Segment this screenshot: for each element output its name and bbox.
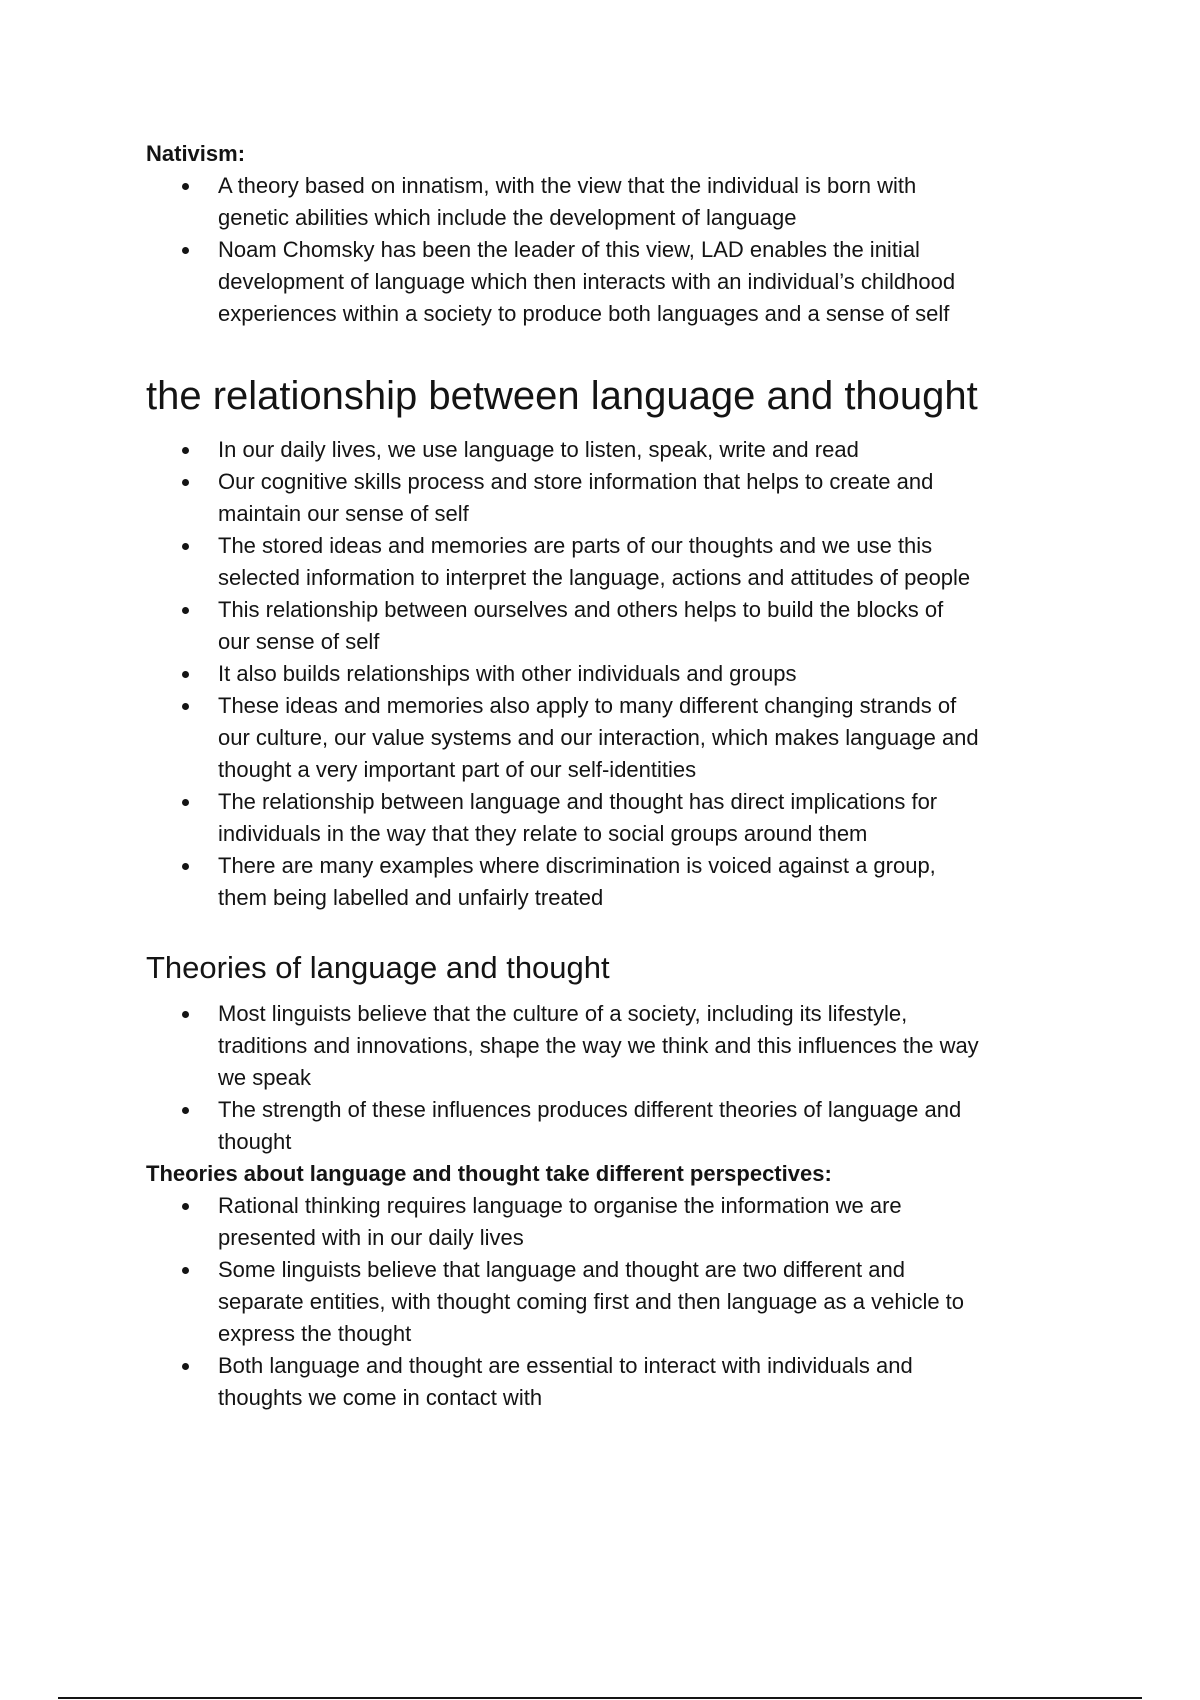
line: our culture, our value systems and our interaction, which makes language and [218,725,979,750]
document-page [146,138,1076,1414]
line: Both language and thought are essential to interact with individuals and [218,1353,913,1378]
perspectives-list [146,1190,1076,1414]
line: separate entities, with thought coming first and then language as a vehicle to [218,1289,965,1314]
line: experiences within a society to produce both languages and a sense of self [218,301,950,326]
list-item [146,786,1076,850]
bullet-icon [182,863,189,870]
line: genetic abilities which include the development of language [218,205,797,230]
bullet-icon [182,1203,189,1210]
line: our sense of self [218,629,380,654]
nativism-label: Nativism: [146,141,246,166]
bullet-icon [182,1267,189,1274]
list-item [146,234,1076,330]
line: This relationship between ourselves and others helps to build the blocks of [218,597,944,622]
line: There are many examples where discrimination is voiced against a group, [218,853,936,878]
line: maintain our sense of self [218,501,469,526]
list-item [146,998,1076,1094]
list-item [146,658,1076,690]
theories-list [146,998,1076,1158]
list-item [146,1254,1076,1350]
list-item [146,594,1076,658]
bullet-icon [182,183,189,190]
line: express the thought [218,1321,412,1346]
list-item [146,434,1076,466]
line: The strength of these influences produces different theories of language and [218,1097,962,1122]
bullet-icon [182,447,189,454]
line: thoughts we come in contact with [218,1385,543,1410]
bullet-icon [182,543,189,550]
list-item [146,1094,1076,1158]
relationship-list [146,434,1076,914]
bullet-icon [182,247,189,254]
line: These ideas and memories also apply to many different changing strands of [218,693,957,718]
bullet-icon [182,799,189,806]
bullet-icon [182,607,189,614]
bullet-icon [182,671,189,678]
perspectives-label: Theories about language and thought take different perspectives: [146,1161,832,1186]
line: selected information to interpret the language, actions and attitudes of people [218,565,971,590]
line: traditions and innovations, shape the way we think and this influences the way [218,1033,979,1058]
line: A theory based on innatism, with the view that the individual is born with [218,173,917,198]
list-item [146,530,1076,594]
footer-rule [58,1697,1142,1699]
line: The stored ideas and memories are parts of our thoughts and we use this [218,533,933,558]
line: In our daily lives, we use language to listen, speak, write and read [218,437,859,462]
relationship-heading: the relationship between language and thought [146,374,978,418]
bullet-icon [182,1011,189,1018]
line: thought a very important part of our self-identities [218,757,697,782]
bullet-icon [182,1107,189,1114]
list-item [146,1350,1076,1414]
line: Most linguists believe that the culture of a society, including its lifestyle, [218,1001,908,1026]
list-item [146,170,1076,234]
theories-heading: Theories of language and thought [146,950,610,985]
bullet-icon [182,1363,189,1370]
list-item [146,1190,1076,1254]
bullet-icon [182,479,189,486]
line: individuals in the way that they relate to social groups around them [218,821,868,846]
line: presented with in our daily lives [218,1225,524,1250]
line: Noam Chomsky has been the leader of this view, LAD enables the initial [218,237,920,262]
bullet-icon [182,703,189,710]
line: Some linguists believe that language and thought are two different and [218,1257,905,1282]
list-item [146,466,1076,530]
line: The relationship between language and thought has direct implications for [218,789,938,814]
line: development of language which then interacts with an individual’s childhood [218,269,956,294]
list-item [146,690,1076,786]
nativism-list [146,170,1076,330]
line: Our cognitive skills process and store information that helps to create and [218,469,934,494]
line: we speak [218,1065,311,1090]
line: It also builds relationships with other individuals and groups [218,661,797,686]
list-item [146,850,1076,914]
line: thought [218,1129,292,1154]
line: them being labelled and unfairly treated [218,885,604,910]
line: Rational thinking requires language to organise the information we are [218,1193,902,1218]
